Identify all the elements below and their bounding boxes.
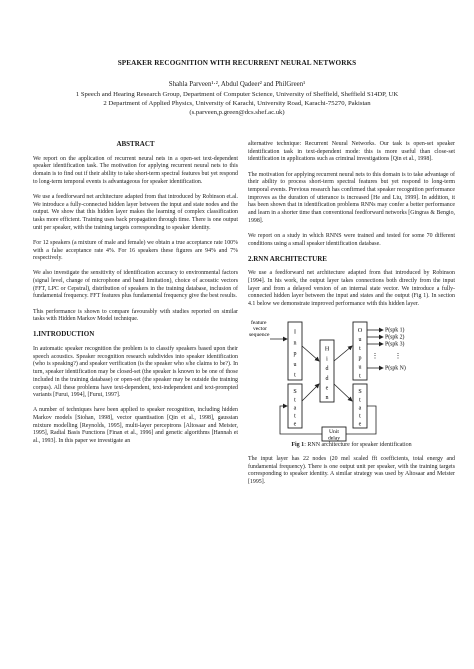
body-paragraph: alternative technique: Recurrent Neural Networks. Our task is open-set speaker identification task in text-dependent mode: this is more useful than close-set identification in applications such as criminal investigations [Qin et al., 1998]. [248,141,455,163]
input-letter: u [293,362,297,369]
unit-delay-line2: delay [327,435,341,442]
output-letter: O [357,328,363,335]
figure-caption-text: : RNN architecture for speaker identification [304,442,412,449]
rnn-architecture-figure [248,316,455,442]
output-letter: p [358,355,362,362]
body-paragraph: We report on a study in which RNNS were trained and tested for some 70 different conditions using a small speaker identification database. [248,232,455,247]
feature-label-line2: vector [253,326,267,333]
output-letter: u [358,364,362,371]
section-2-paragraph: We use a feedforward net architecture adapted from that introduced by Robinson [1994]. In his work, the output layer takes connections both directly from the input layer and from a delayed version of an internal state vector. We introduce a fully-connected hidden layer between the input and states and the output (Fig 1). In section 4.1 below we demonstrate improved performance with this hidden layer. [248,270,455,308]
input-letter: I [294,329,296,336]
state-right-letter: a [358,405,362,412]
introduction-heading: 1.INTRODUCTION [33,330,95,339]
state-right-letter: e [358,421,362,428]
rnn-diagram [248,316,455,442]
abstract-paragraph: We report on the application of recurrent neural nets in a open-set text-dependent speaker identification task. The motivation for applying recurrent neural nets to this domain is to find out if their ability to take short-term spectral features but yet respond to long-term temporal events is advantageous for speaker identification. [33,155,238,185]
input-letter: t [294,372,296,379]
output-letter: t [359,373,361,380]
input-letter: p [293,351,297,358]
output-letter: u [358,337,362,344]
abstract-paragraph: For 12 speakers (a mixture of male and female) we obtain a true acceptance rate 100% with a false acceptance rate 4%. For 16 speakers these figures are 94% and 7% respectively. [33,239,238,262]
input-to-hidden-arrow [302,346,319,361]
affiliation-2: 2 Department of Applied Physics, University of Karachi, University Road, Karachi-75270, Pakistan [103,100,371,107]
abstract-paragraph: We also investigate the sensitivity of identification accuracy to environmental factors (signal level, change of microphone and band limitation), choice of acoustic vectors (FFT, LPC or Cepstral), distribution of speakers in the training database, inclusion of fundamental frequency. FFT features plus fundamental frequency give the best results. [33,270,238,300]
feature-label-line3: sequence [249,332,270,339]
hidden-letter: i [326,356,328,363]
hidden-letter: d [325,375,329,382]
state-right-letter: S [358,389,362,396]
body-paragraph: The motivation for applying recurrent neural nets to this domain is to take advantage of their ability to process short-term spectral features but yet respond to long-term temporal events. Previous research has confirmed that speaker recognition performance improves as the duration of utterance is increased [He and Liu, 1999]. In addition, it has been shown that in identification problems RNNs may confer a better performance and learn in a shorter time than conventional feedforward networks [Gingras & Bengio, 1998]. [248,171,455,224]
output-label-ellipsis: ⋮ [394,352,402,361]
state-to-hidden-arrow [302,384,319,401]
introduction-paragraph: A number of techniques have been applied to speaker recognition, including hidden Markov models [Siohan, 1998], vector quantisation [Qin et al., 1998], gaussian mixture modelling [Reynolds, 1995], multi-layer perceptrons [Altosaar and Meister, 1995], Radial Basis Functions [Finan et al., 1996] and genetic algorithms [Hannah et al., 1993]. In this paper we investigate an [33,407,238,445]
figure-caption-label: Fig 1 [291,442,305,449]
output-ellipsis: ⋮ [371,352,379,361]
abstract-paragraph: This performance is shown to compare favourably with studies reported on similar tasks with Hidden Markov Model technique. [33,308,238,323]
section-2-paragraph: The input layer has 22 nodes (20 mel scaled fft coefficients, total energy and fundamental frequency). There is one output unit per speaker, with the training targets corresponding to speaker identity. A similar strategy was used by Altosaar and Meister [1995]. [248,455,455,486]
section-2-heading: 2.RNN ARCHITECTURE [248,254,327,263]
output-label-3: P(spk 3) [385,341,405,348]
figure-caption [248,442,455,450]
state-left-letter: t [294,413,296,420]
input-letter: n [293,340,297,347]
state-right-letter: t [359,413,361,420]
output-letter: t [359,346,361,353]
hidden-letter: n [325,395,329,402]
state-left-letter: a [293,405,297,412]
state-left-letter: t [294,397,296,404]
hidden-letter: d [325,366,329,373]
state-left-letter: S [293,389,297,396]
abstract-paragraph: We use a feedforward net architecture adapted from that introduced by Robinson et.al. We introduce a fully-connected hidden layer between the input and state nodes and the output. We show that this hidden layer makes the learning of complex classification tasks more efficient. Training uses back propagation through time. There is one output unit per speaker, with the training targets corresponding to speaker identity. [33,193,238,231]
output-label-2: P(spk 2) [385,334,405,341]
hidden-to-output-arrow [334,346,352,361]
introduction-paragraph: In automatic speaker recognition the problem is to classify speakers based upon their speech acoustics. Speaker recognition research subdivides into speaker identification (who is speaking?) and speaker verification (is the speaker who s/he claims to be?). In turn, speaker identification may be closed-set (the speaker is known to be one of those included in the training database) or open-set (the speaker may be outside the training corpus). All these problems have text-dependent, text-independent and text-prompted variants [Furui, 1994], [Furui, 1997]. [33,346,238,399]
right-column [248,141,455,494]
abstract-heading: ABSTRACT [116,140,155,148]
hidden-to-state-arrow [334,384,352,401]
left-column [33,141,238,453]
affiliation-1: 1 Speech and Hearing Research Group, Department of Computer Science, University of Sheffield, Sheffield S14DP, UK [75,91,399,98]
state-right-letter: t [359,397,361,404]
unit-delay-line1: Unit [329,429,339,436]
author-email: (s.parveen,p.green@dcs.shef.ac.uk) [189,109,285,116]
output-label-n: P(spk N) [385,365,406,372]
paper-authors: Shahla Parveen¹·², Abdul Qadeer² and PhilGreen¹ [168,81,306,88]
state-left-letter: e [293,421,297,428]
hidden-letter: H [324,346,330,353]
paper-title: SPEAKER RECOGNITION WITH RECURRENT NEURAL NETWORKS [117,59,357,67]
output-label-1: P(spk 1) [385,327,405,334]
hidden-letter: e [325,385,329,392]
feature-label-line1: feature [251,320,267,327]
